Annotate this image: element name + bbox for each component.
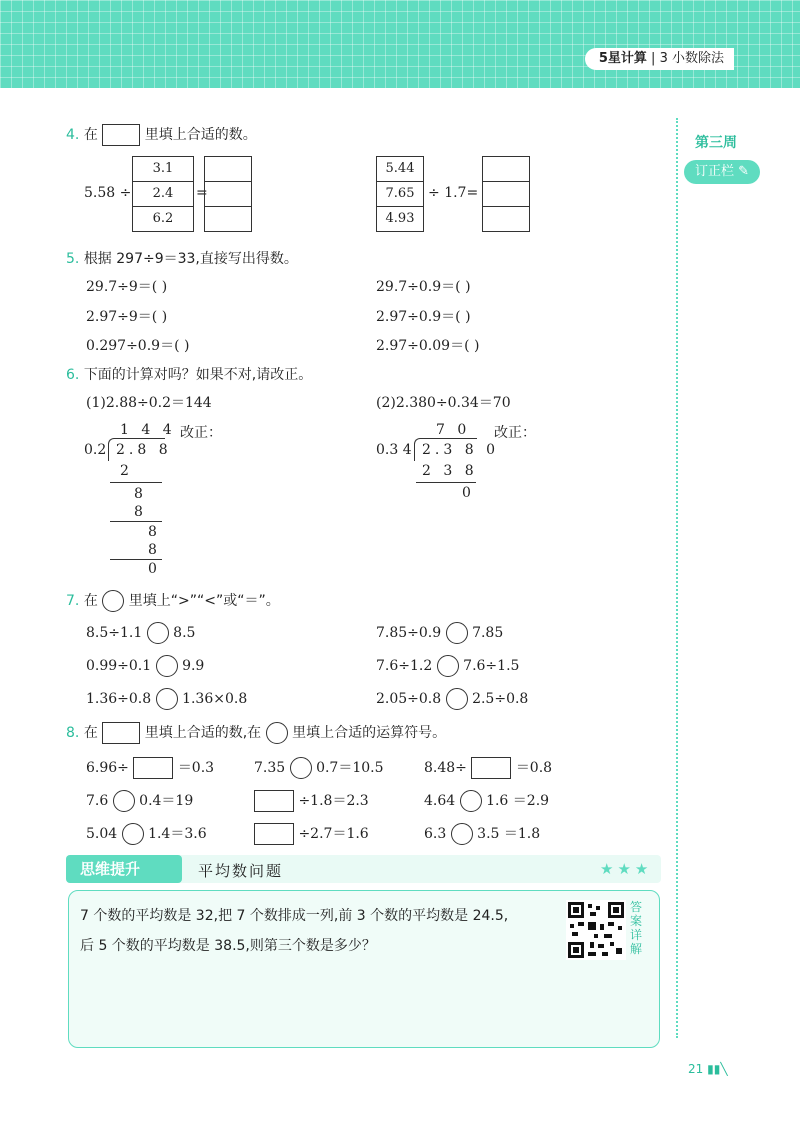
operator-circle[interactable] bbox=[460, 790, 482, 812]
p2-step: 2 3 8 bbox=[422, 463, 478, 479]
p1-fix-label: 改正： bbox=[180, 425, 222, 441]
operator-circle[interactable] bbox=[451, 823, 473, 845]
p2-rule bbox=[416, 482, 476, 483]
q4-left-divisor-stack bbox=[132, 156, 194, 232]
q6-prompt bbox=[66, 364, 312, 384]
p2-divisor: 0.3 4 bbox=[376, 442, 412, 458]
p1-rule bbox=[110, 521, 162, 522]
q8-item bbox=[86, 790, 193, 812]
answer-cell[interactable] bbox=[483, 182, 529, 207]
qr-code-icon[interactable] bbox=[566, 900, 626, 960]
q7-left: 1.36÷0.8 bbox=[86, 691, 152, 707]
answer-detail-label[interactable]: 答案详解 bbox=[630, 900, 643, 956]
q4-right-op: ÷ bbox=[428, 185, 440, 201]
q8-item bbox=[254, 790, 369, 812]
p2-quotient: 7 0 bbox=[436, 422, 471, 438]
answer-box-sample bbox=[102, 124, 140, 146]
q7-right: 7.6÷1.5 bbox=[463, 658, 520, 674]
thinking-topic: 平均数问题 bbox=[198, 862, 284, 880]
q8-item bbox=[424, 790, 549, 812]
q8-item bbox=[254, 757, 384, 779]
q8-text-part: 5.04 bbox=[86, 826, 118, 842]
q8-text-part: 7.6 bbox=[86, 793, 109, 809]
q7-prompt bbox=[66, 590, 280, 612]
answer-box[interactable] bbox=[471, 757, 511, 779]
compare-circle[interactable] bbox=[147, 622, 169, 644]
q4-dividend-3: 4.93 bbox=[385, 211, 415, 226]
q5-prompt bbox=[66, 248, 298, 268]
q7-left: 2.05÷0.8 bbox=[376, 691, 442, 707]
q8-text-part: 4.64 bbox=[424, 793, 456, 809]
q7-left: 7.85÷0.9 bbox=[376, 625, 442, 641]
q4-dividend: 5.58 bbox=[84, 185, 116, 201]
pencil-icon: ✎ bbox=[738, 164, 750, 179]
box-sample bbox=[102, 722, 140, 744]
answer-cell[interactable] bbox=[205, 157, 251, 182]
page-number-text: 21 bbox=[688, 1062, 704, 1076]
problem-line-1: 7 个数的平均数是 32,把 7 个数排成一列,前 3 个数的平均数是 24.5, bbox=[80, 908, 509, 924]
q8-item bbox=[86, 823, 207, 845]
p2-step: 0 bbox=[462, 485, 471, 501]
q5-item[interactable]: 29.7÷9＝( ) bbox=[86, 279, 168, 295]
q7-row bbox=[86, 655, 204, 677]
answer-box[interactable] bbox=[133, 757, 173, 779]
p1-divisor: 0.2 bbox=[84, 442, 107, 458]
p1-rule bbox=[110, 482, 162, 483]
q8-item bbox=[86, 757, 214, 779]
p1-rule bbox=[110, 559, 162, 560]
q7-row bbox=[86, 688, 247, 710]
q5-item[interactable]: 2.97÷0.09＝( ) bbox=[376, 338, 480, 354]
q7-row bbox=[376, 688, 528, 710]
q4-left-eq: = bbox=[196, 185, 208, 201]
answer-cell[interactable] bbox=[483, 157, 529, 182]
q4-dividend-1: 5.44 bbox=[377, 157, 423, 182]
q8-number: 8. bbox=[66, 725, 80, 741]
q6-text: 下面的计算对吗？如果不对,请改正。 bbox=[83, 367, 313, 383]
answer-box[interactable] bbox=[254, 823, 294, 845]
q4-left-answer-stack[interactable] bbox=[204, 156, 252, 232]
p1-step: 8 bbox=[148, 524, 157, 540]
q8-text-part: ＝0.8 bbox=[515, 760, 553, 776]
q4-divisor-3: 6.2 bbox=[152, 211, 174, 226]
q7-right: 7.85 bbox=[472, 625, 504, 641]
q8-prompt bbox=[66, 722, 446, 744]
week-label: 第三周 bbox=[695, 135, 737, 151]
unit-number: 3 bbox=[659, 51, 668, 66]
q6-p1-title: (1)2.88÷0.2＝144 bbox=[86, 395, 212, 411]
thinking-tag: 思维提升 bbox=[66, 855, 182, 883]
q8-item bbox=[424, 823, 540, 845]
q4-divisor-2: 2.4 bbox=[133, 182, 193, 207]
p1-dividend: 2.8 8 bbox=[116, 442, 172, 458]
answer-cell[interactable] bbox=[205, 182, 251, 207]
circle-sample bbox=[266, 722, 288, 744]
p2-dividend: 2.3 8 0 bbox=[422, 442, 499, 458]
correction-column-divider bbox=[676, 118, 678, 1038]
q8-pre: 在 bbox=[83, 725, 98, 741]
q4-right-expr bbox=[428, 185, 478, 201]
answer-cell[interactable] bbox=[205, 207, 251, 231]
correction-tag bbox=[684, 160, 760, 184]
q5-text: 根据 297÷9＝33,直接写出得数。 bbox=[83, 251, 298, 267]
q8-text: 里填上合适的运算符号。 bbox=[292, 725, 447, 741]
q8-text-part: 6.3 bbox=[424, 826, 447, 842]
q4-prompt bbox=[66, 124, 257, 146]
answer-box[interactable] bbox=[254, 790, 294, 812]
q7-row bbox=[376, 655, 519, 677]
unit-name: 小数除法 bbox=[671, 51, 724, 66]
q8-mid: 里填上合适的数,在 bbox=[144, 725, 262, 741]
books-icon: ▮▮╲ bbox=[707, 1062, 728, 1076]
q7-row bbox=[376, 622, 503, 644]
q5-item[interactable]: 0.297÷0.9＝( ) bbox=[86, 338, 190, 354]
q7-text: 里填上“>”“<”或“＝”。 bbox=[128, 593, 280, 609]
q4-divisor-1: 3.1 bbox=[133, 157, 193, 182]
q8-text-part: ÷2.7＝1.6 bbox=[298, 826, 369, 842]
q7-row bbox=[86, 622, 195, 644]
q4-text: 里填上合适的数。 bbox=[144, 127, 257, 143]
q8-text-part: 0.4＝19 bbox=[139, 793, 194, 809]
q4-right-dividend-stack bbox=[376, 156, 424, 232]
series-title: 5星计算 bbox=[598, 51, 647, 66]
q5-item[interactable]: 2.97÷9＝( ) bbox=[86, 309, 168, 325]
q7-left: 8.5÷1.1 bbox=[86, 625, 143, 641]
page-header-band bbox=[0, 0, 800, 88]
q4-dividend-2: 7.65 bbox=[377, 182, 423, 207]
q8-text-part: ÷1.8＝2.3 bbox=[298, 793, 369, 809]
q4-left-dividend bbox=[84, 185, 131, 201]
compare-circle[interactable] bbox=[446, 688, 468, 710]
q4-op: ÷ bbox=[119, 185, 132, 201]
q5-number: 5. bbox=[66, 251, 80, 267]
difficulty-stars-icon: ★★★ bbox=[600, 860, 653, 878]
compare-circle[interactable] bbox=[156, 688, 178, 710]
p2-fix-label: 改正： bbox=[494, 425, 536, 441]
q7-right: 8.5 bbox=[173, 625, 196, 641]
q8-text-part: 1.6 ＝2.9 bbox=[486, 793, 550, 809]
q8-text-part: 7.35 bbox=[254, 760, 286, 776]
answer-cell[interactable] bbox=[483, 207, 529, 231]
header-sep: | bbox=[651, 51, 656, 66]
p1-step: 8 bbox=[148, 542, 157, 558]
q7-pre: 在 bbox=[83, 593, 98, 609]
q7-left: 7.6÷1.2 bbox=[376, 658, 433, 674]
q4-right-answer-stack[interactable] bbox=[482, 156, 530, 232]
q4-number: 4. bbox=[66, 127, 80, 143]
operator-circle[interactable] bbox=[113, 790, 135, 812]
q7-right: 1.36×0.8 bbox=[182, 691, 248, 707]
problem-line-2: 后 5 个数的平均数是 38.5,则第三个数是多少？ bbox=[80, 938, 376, 954]
q4-right-eq: = bbox=[466, 185, 479, 201]
q8-text-part: 3.5 ＝1.8 bbox=[477, 826, 541, 842]
q5-item[interactable]: 2.97÷0.9＝( ) bbox=[376, 309, 471, 325]
q6-number: 6. bbox=[66, 367, 80, 383]
q8-text-part: ＝0.3 bbox=[177, 760, 215, 776]
compare-circle[interactable] bbox=[437, 655, 459, 677]
p1-step: 8 bbox=[134, 504, 143, 520]
p1-step: 0 bbox=[148, 561, 157, 577]
q8-text-part: 0.7＝10.5 bbox=[316, 760, 384, 776]
circle-sample bbox=[102, 590, 124, 612]
q8-text-part: 8.48÷ bbox=[424, 760, 467, 776]
correction-label: 订正栏 bbox=[694, 164, 734, 179]
operator-circle[interactable] bbox=[122, 823, 144, 845]
q7-number: 7. bbox=[66, 593, 80, 609]
q5-item[interactable]: 29.7÷0.9＝( ) bbox=[376, 279, 471, 295]
q8-text-part: 1.4＝3.6 bbox=[148, 826, 207, 842]
q4-pre: 在 bbox=[83, 127, 98, 143]
q8-item bbox=[254, 823, 369, 845]
header-tag bbox=[585, 48, 734, 70]
p1-step: 8 bbox=[134, 486, 143, 502]
operator-circle[interactable] bbox=[290, 757, 312, 779]
compare-circle[interactable] bbox=[446, 622, 468, 644]
p1-quotient: 1 4 4 bbox=[120, 422, 176, 438]
q7-right: 2.5÷0.8 bbox=[472, 691, 529, 707]
page-number bbox=[688, 1062, 728, 1076]
q4-right-divisor: 1.7 bbox=[444, 185, 467, 201]
q7-left: 0.99÷0.1 bbox=[86, 658, 152, 674]
q8-text-part: 6.96÷ bbox=[86, 760, 129, 776]
compare-circle[interactable] bbox=[156, 655, 178, 677]
p1-step: 2 bbox=[120, 463, 129, 479]
q8-item bbox=[424, 757, 552, 779]
q6-p2-title: (2)2.380÷0.34＝70 bbox=[376, 395, 511, 411]
q7-right: 9.9 bbox=[182, 658, 205, 674]
